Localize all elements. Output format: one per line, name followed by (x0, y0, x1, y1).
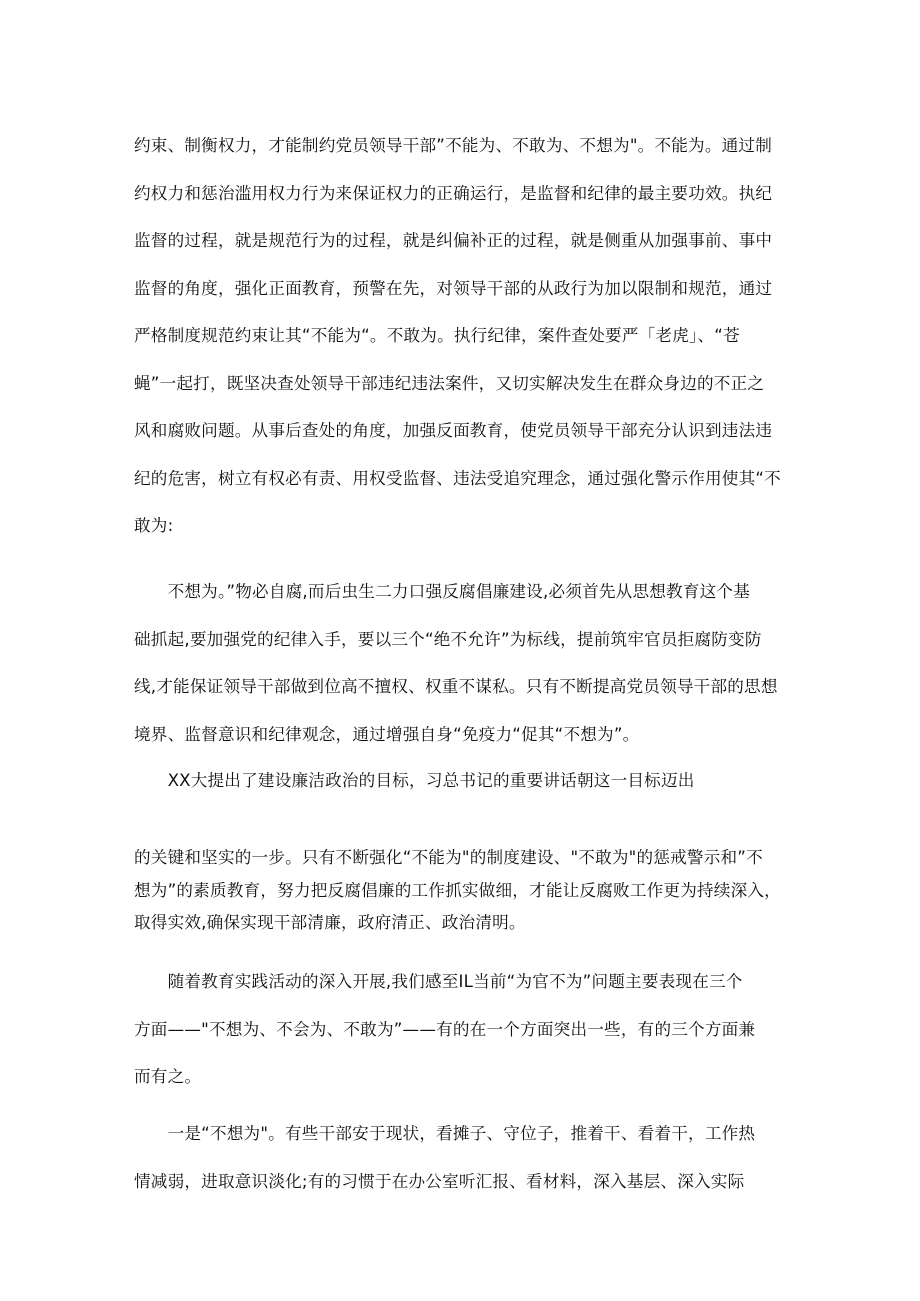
paragraph-not-want (134, 568, 794, 758)
paragraph-restraint-power (134, 122, 794, 550)
text-line: 想为”的素质教育，努力把反腐倡廉的工作抓实做细，才能让反腐败工作更为持续深入， (134, 880, 781, 900)
text-line: 方面——"不想为、不会为、不敢为”——有的在一个方面突出一些，有的三个方面兼 (134, 1019, 756, 1039)
text-line: XX大提出了建设廉洁政治的目标，习总书记的重要讲话朝这一目标迈出 (134, 771, 695, 790)
paragraph-congress-goal (134, 757, 794, 805)
text-line: 一是“不想为"。有些干部安于现状，看摊子、守位子，推着干、看着干，工作热 (134, 1124, 756, 1143)
text-line: 蝇”一起打，既坚决查处领导干部违纪违法案件，又切实解决发生在群众身边的不正之 (134, 373, 765, 393)
text-line: 随着教育实践活动的深入开展,我们感至IL当前“为官不为”问题主要表现在三个 (134, 972, 743, 991)
text-line: 的关键和坚实的一步。只有不断强化“不能为"的制度建设、"不敢为"的惩戒警示和”不 (134, 848, 763, 867)
text-line: 敢为: (134, 516, 174, 535)
text-line: 境界、监督意识和纪律观念，通过增强自身“免疫力“促其“不想为”。 (134, 724, 640, 744)
text-line: 不想为。”物必自腐,而后虫生二力口强反腐倡廉建设,必须首先从思想教育这个基 (134, 582, 751, 601)
text-line: 情减弱，进取意识淡化;有的习惯于在办公室听汇报、看材料，深入基层、深入实际 (134, 1171, 745, 1191)
text-line: 约束、制衡权力，才能制约党员领导干部”不能为、不敢为、不想为"。不能为。通过制 (134, 136, 772, 155)
text-line: 纪的危害，树立有权必有责、用权受监督、违法受追究理念，通过强化警示作用使其“不 (134, 468, 781, 488)
paragraph-first-point (134, 1110, 794, 1205)
text-line: 监督的角度，强化正面教育，预警在先，对领导干部的从政行为加以限制和规范，通过 (134, 278, 773, 298)
text-line: 线,才能保证领导干部做到位高不擅权、权重不谋私。只有不断提高党员领导干部的思想 (134, 677, 778, 696)
text-line: 严格制度规范约束让其“不能为“。不敢为。执行纪律，案件查处要严「老虎」、“苍 (134, 326, 740, 345)
paragraph-three-aspects (134, 958, 794, 1101)
text-line: 风和腐败问题。从事后查处的角度，加强反面教育，使党员领导干部充分认识到违法违 (134, 421, 773, 440)
text-line: 取得实效,确保实现干部清廉，政府清正、政治清明。 (134, 913, 526, 932)
paragraph-key-step (134, 842, 794, 940)
text-line: 础抓起,要加强党的纪律入手，要以三个“绝不允许”为标线，提前筑牢官员拒腐防变防 (134, 629, 762, 649)
text-line: 而有之。 (134, 1067, 202, 1086)
text-line: 约权力和惩治滥用权力行为来保证权力的正确运行，是监督和纪律的最主要功效。执纪 (134, 183, 773, 203)
text-line: 监督的过程，就是规范行为的过程，就是纠偏补正的过程，就是侧重从加强事前、事中 (134, 231, 773, 250)
